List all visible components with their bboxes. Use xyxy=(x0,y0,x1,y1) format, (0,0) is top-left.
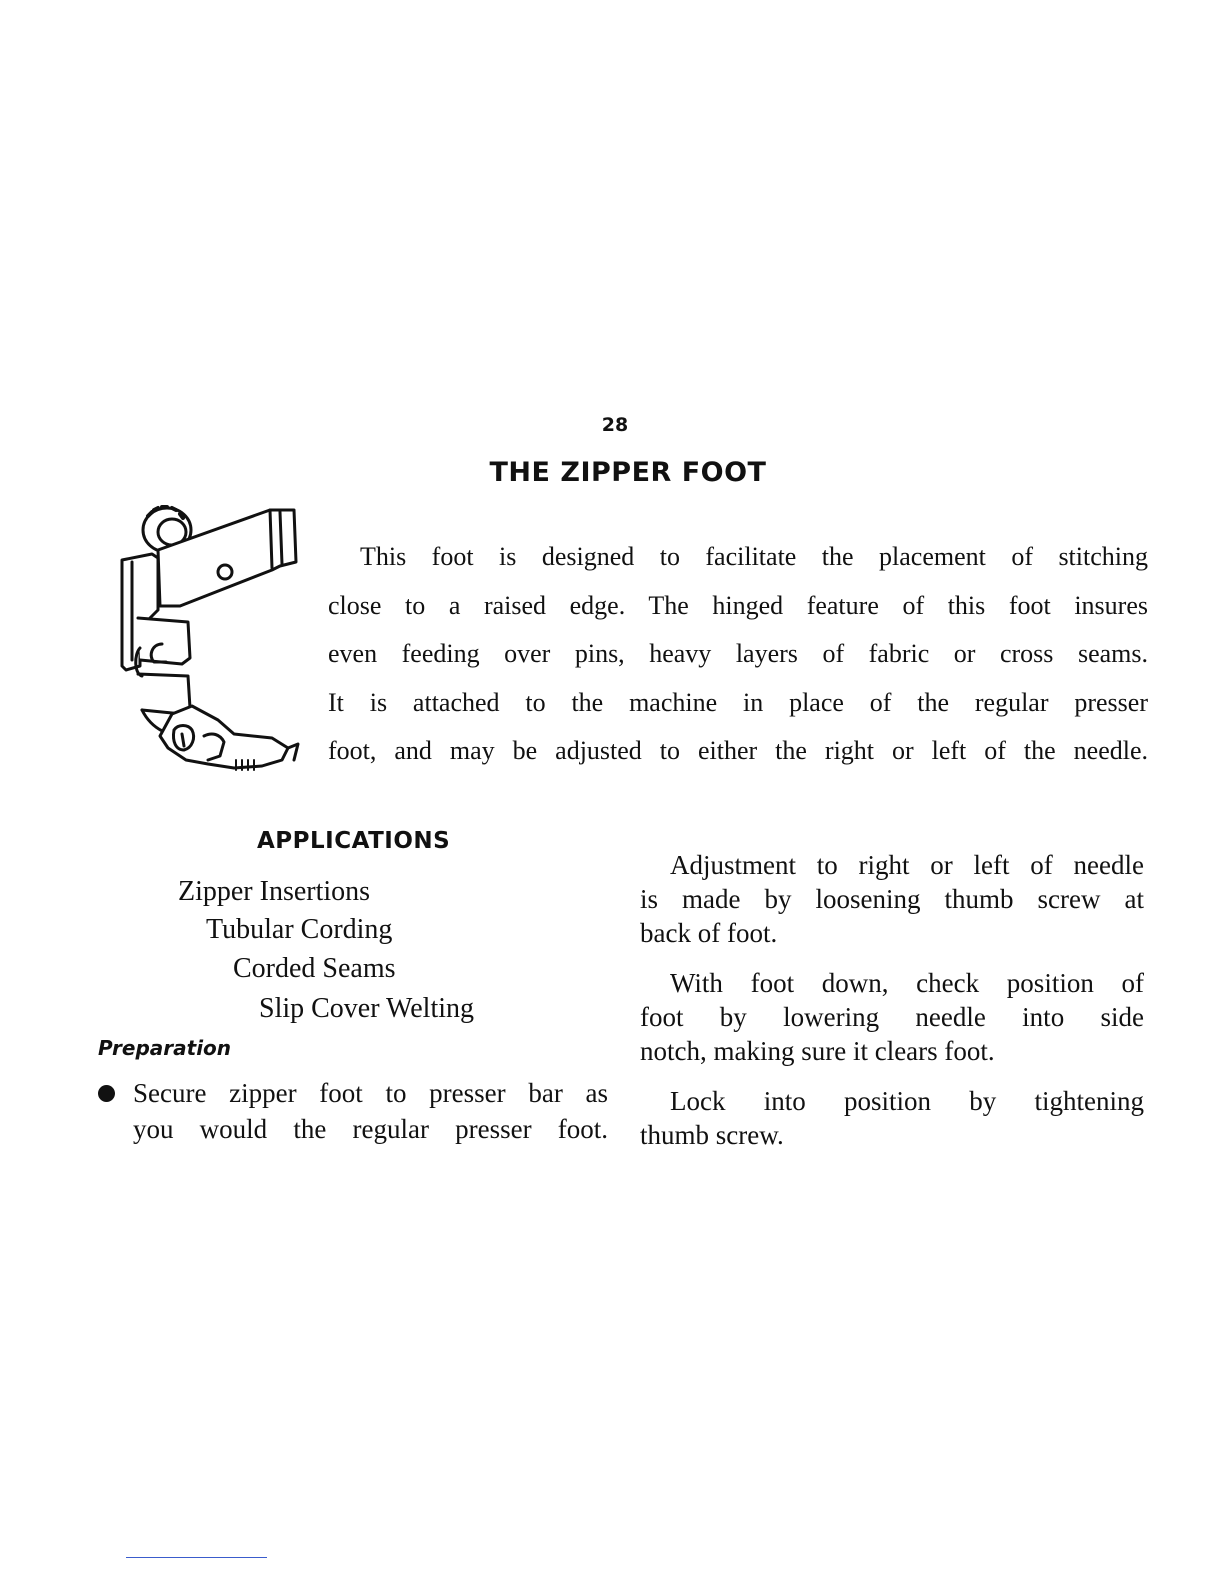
scan-artifact-line xyxy=(126,1557,267,1558)
intro-line: close to a raised edge. The hinged feature of this foot insures xyxy=(328,590,1148,620)
applications-heading: APPLICATIONS xyxy=(257,828,451,854)
bullet-icon xyxy=(98,1085,115,1102)
text-line: foot by lowering needle into side xyxy=(640,1002,1144,1032)
adjustment-column xyxy=(640,848,1144,1168)
text-line: back of foot. xyxy=(640,918,778,948)
page-title: THE ZIPPER FOOT xyxy=(489,457,767,488)
bullet-line: Secure zipper foot to presser bar as xyxy=(133,1078,608,1108)
bullet-text xyxy=(133,1075,608,1147)
text-line: is made by loosening thumb screw at xyxy=(640,884,1144,914)
text-line: Adjustment to right or left of needle xyxy=(670,850,1144,880)
preparation-bullet xyxy=(98,1075,608,1147)
text-line: Lock into position by tightening xyxy=(670,1086,1144,1116)
adjustment-paragraph xyxy=(640,848,1144,950)
intro-paragraph xyxy=(328,533,1148,776)
intro-line: It is attached to the machine in place of the regular presser xyxy=(328,687,1148,717)
intro-line: foot, and may be adjusted to either the right or left of the needle. xyxy=(328,736,1148,765)
intro-line: This foot is designed to facilitate the placement of stitching xyxy=(360,542,1148,571)
check-position-paragraph xyxy=(640,966,1144,1068)
zipper-foot-illustration xyxy=(112,498,302,783)
page-number: 28 xyxy=(601,414,629,436)
lock-paragraph xyxy=(640,1084,1144,1152)
text-line: With foot down, check position of xyxy=(670,968,1144,998)
list-item: Tubular Cording xyxy=(206,914,393,945)
text-line: notch, making sure it clears foot. xyxy=(640,1036,995,1066)
list-item: Zipper Insertions xyxy=(178,876,371,907)
bullet-line: you would the regular presser foot. xyxy=(133,1114,608,1144)
intro-line: even feeding over pins, heavy layers of fabric or cross seams. xyxy=(328,639,1148,668)
list-item: Slip Cover Welting xyxy=(259,993,475,1024)
preparation-heading: Preparation xyxy=(98,1036,232,1060)
text-line: thumb screw. xyxy=(640,1120,784,1150)
list-item: Corded Seams xyxy=(233,953,396,984)
